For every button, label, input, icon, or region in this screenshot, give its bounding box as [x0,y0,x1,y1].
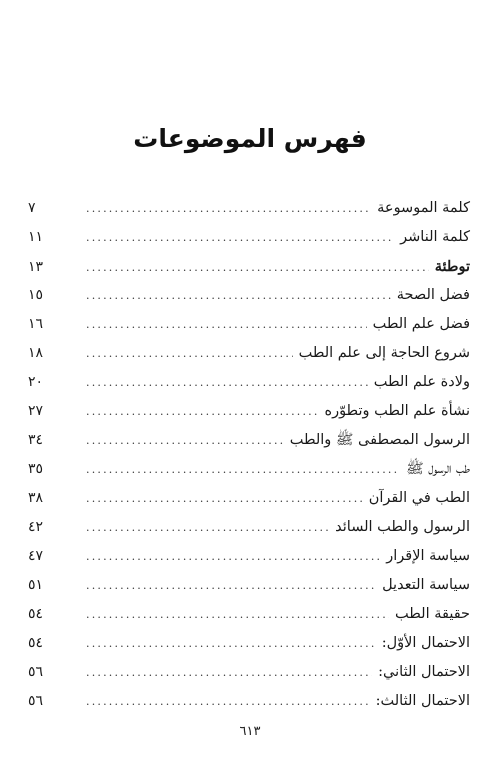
toc-entry-page-number: ٥١ [28,577,44,593]
toc-entry-title: الاحتمال الأوّل: [381,635,470,651]
toc-entry-page-number: ٤٢ [28,519,44,535]
toc-entry [28,368,470,397]
toc-entry [28,194,470,223]
toc-entry-title: الطب في القرآن [368,490,470,506]
dot-leader [86,310,367,339]
toc-entry [28,281,470,310]
dot-leader [86,368,368,397]
toc-entry-title: ولادة علم الطب [373,374,470,390]
toc-entry-page-number: ٥٤ [28,606,44,622]
toc-entry-title: طب الرسول ﷺ [406,461,470,477]
toc-entry [28,600,470,629]
dot-leader [86,194,371,223]
dot-leader [86,281,391,310]
toc-entry-title: الرسول المصطفى ﷺ والطب [289,432,470,448]
toc-entry [28,310,470,339]
toc-entry-title: كلمة الموسوعة [377,200,470,216]
toc-entry [28,252,470,281]
toc-entry-page-number: ٣٥ [28,461,44,477]
toc-entry-page-number: ٣٨ [28,490,44,506]
toc-entry [28,484,470,513]
toc-entry-title: سياسة الإقرار [386,548,470,564]
dot-leader [86,426,284,455]
toc-entry-page-number: ١٣ [28,259,44,275]
toc-entry-title: توطئة [434,258,470,275]
dot-leader [86,571,376,600]
toc-entry-title: حقيقة الطب [395,606,470,622]
dot-leader [86,687,370,716]
toc-entry [28,397,470,426]
toc-entry [28,542,470,571]
toc-entry [28,513,470,542]
page-title: فهرس الموضوعات [133,124,367,153]
dot-leader [86,339,293,368]
toc-entry-title: الاحتمال الثاني: [378,664,470,680]
toc-entry-page-number: ٥٦ [28,693,44,709]
toc-entry [28,658,470,687]
toc-entry [28,339,470,368]
dot-leader [86,658,372,687]
toc-entry-title: الرسول والطب السائد [335,519,470,535]
toc-entry-page-number: ١١ [28,229,44,245]
toc-entry [28,426,470,455]
toc-entry-page-number: ٢٠ [28,374,44,390]
toc-entry-page-number: ٥٤ [28,635,44,651]
dot-leader [86,629,376,658]
toc-entry-page-number: ٢٧ [28,403,44,419]
dot-leader [86,455,400,484]
dot-leader [86,223,394,252]
dot-leader [86,513,329,542]
toc-entry-title: فضل علم الطب [372,316,470,332]
dot-leader [86,484,363,513]
toc-entry-title: سياسة التعديل [382,577,470,593]
toc-entry-title: كلمة الناشر [400,229,470,245]
table-of-contents [28,194,470,716]
toc-entry [28,629,470,658]
toc-entry [28,687,470,716]
toc-entry-page-number: ٧ [28,200,36,216]
toc-entry-title: الاحتمال الثالث: [375,693,470,709]
toc-entry-page-number: ٤٧ [28,548,44,564]
toc-entry-title: نشأة علم الطب وتطوّره [324,403,470,419]
toc-entry-page-number: ٣٤ [28,432,44,448]
dot-leader [86,397,318,426]
toc-entry-title: فضل الصحة [396,287,470,303]
toc-entry [28,455,470,484]
toc-entry-page-number: ١٨ [28,345,44,361]
toc-entry-title: شروع الحاجة إلى علم الطب [298,345,470,361]
dot-leader [86,542,380,571]
dot-leader [86,600,389,629]
toc-entry [28,223,470,252]
page-number: ٦١٣ [239,724,261,739]
toc-entry [28,571,470,600]
toc-entry-page-number: ٥٦ [28,664,44,680]
toc-entry-page-number: ١٦ [28,316,44,332]
toc-entry-page-number: ١٥ [28,287,44,303]
dot-leader [86,253,429,282]
